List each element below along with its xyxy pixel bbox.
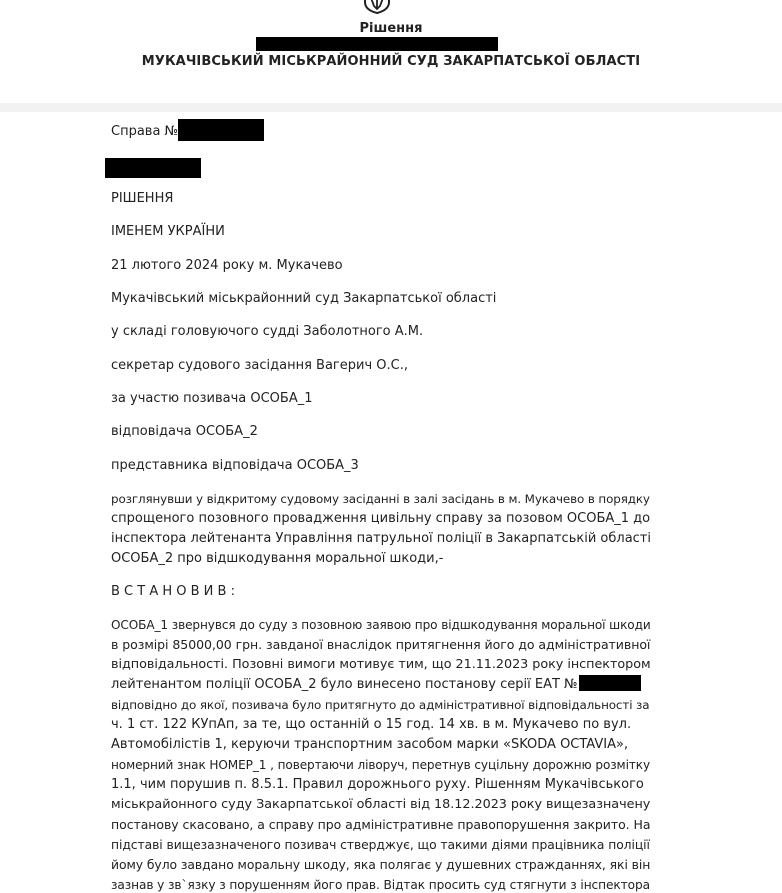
- court-composition: у складі головуючого судді Заболотного А.М.: [111, 324, 424, 339]
- defendant-line: відповідача ОСОБА_2: [111, 424, 258, 439]
- paragraph-line: інспектора лейтенанта Управління патрульної поліції в Закарпатській області: [111, 531, 651, 546]
- redacted-block: [256, 37, 498, 51]
- paragraph-line-with-redaction: [111, 675, 651, 695]
- court-name-heading: МУКАЧІВСЬКИЙ МІСЬКРАЙОННИЙ СУД ЗАКАРПАТСЬКОЇ ОБЛАСТІ: [141, 54, 641, 69]
- decision-heading: РІШЕННЯ: [111, 191, 174, 206]
- case-number-line: [111, 122, 264, 142]
- paragraph-line: Автомобілістів 1, керуючи транспортним засобом марки «SKODA OCTAVIA»,: [111, 737, 629, 752]
- plaintiff-line: за участю позивача ОСОБА_1: [111, 391, 313, 406]
- paragraph-line: лейтенантом поліції ОСОБА_2 було винесено постанову серії ЕАТ №: [111, 677, 578, 692]
- paragraph-line: зазнав у зв`язку з порушенням його прав. Відтак просить суд стягнути з інспектора: [111, 878, 650, 892]
- trident-emblem-icon: [361, 0, 393, 14]
- in-name-of-ukraine: ІМЕНЕМ УКРАЇНИ: [111, 224, 225, 239]
- paragraph-line: відповідальності. Позовні вимоги мотивує тим, що 21.11.2023 року інспектором: [111, 657, 651, 672]
- page-title: Рішення: [359, 21, 423, 36]
- redacted-series-number: [579, 675, 641, 691]
- paragraph-line: йому було завдано моральну шкоду, яка полягає у душевних стражданнях, які він: [111, 858, 651, 872]
- paragraph-line: номерний знак НОМЕР_1 , повертаючи ліворуч, перетнув суцільну дорожню розмітку: [111, 758, 651, 772]
- paragraph-line: ОСОБА_2 про відшкодування моральної шкоди,-: [111, 551, 444, 566]
- date-place: 21 лютого 2024 року м. Мукачево: [111, 258, 343, 273]
- paragraph-line: ч. 1 ст. 122 КУпАп, за те, що останній о 15 год. 14 хв. в м. Мукачево по вул.: [111, 717, 632, 732]
- representative-line: представника відповідача ОСОБА_3: [111, 458, 359, 473]
- case-number-label: Справа №: [111, 124, 179, 139]
- paragraph-line: 1.1, чим порушив п. 8.5.1. Правил дорожнього руху. Рішенням Мукачівського: [111, 777, 644, 792]
- paragraph-line: відповідно до якої, позивача було притягнуто до адміністративної відповідальності за: [111, 698, 650, 712]
- paragraph-line: розглянувши у відкритому судовому засіданні в залі засідань в м. Мукачево в порядку: [111, 492, 650, 506]
- document-header: [0, 0, 782, 103]
- body-paragraph: [111, 615, 651, 893]
- considered-paragraph: [111, 489, 651, 569]
- court-secretary: секретар судового засідання Вагерич О.С.,: [111, 358, 408, 373]
- paragraph-line: постанову скасовано, а справу про адміністративне правопорушення закрито. На: [111, 817, 651, 832]
- paragraph-line: в розмірі 85000,00 грн. завданої внаслідок притягнення його до адміністративної: [111, 637, 651, 652]
- paragraph-line: міськрайонного суду Закарпатської області від 18.12.2023 року вищезазначену: [111, 797, 651, 812]
- redacted-case-number: [178, 119, 264, 141]
- established-heading: В С Т А Н О В И В :: [111, 584, 235, 599]
- court-line: Мукачівський міськрайонний суд Закарпатської області: [111, 291, 497, 306]
- header-divider: [0, 103, 782, 112]
- paragraph-line: підставі вищезазначеного позивач стверджує, що такими діями працівника поліції: [111, 838, 650, 852]
- redacted-block: [105, 158, 201, 179]
- paragraph-line: ОСОБА_1 звернувся до суду з позовною заявою про відшкодування моральної шкоди: [111, 618, 651, 632]
- paragraph-line: спрощеного позовного провадження цивільну справу за позовом ОСОБА_1 до: [111, 511, 651, 526]
